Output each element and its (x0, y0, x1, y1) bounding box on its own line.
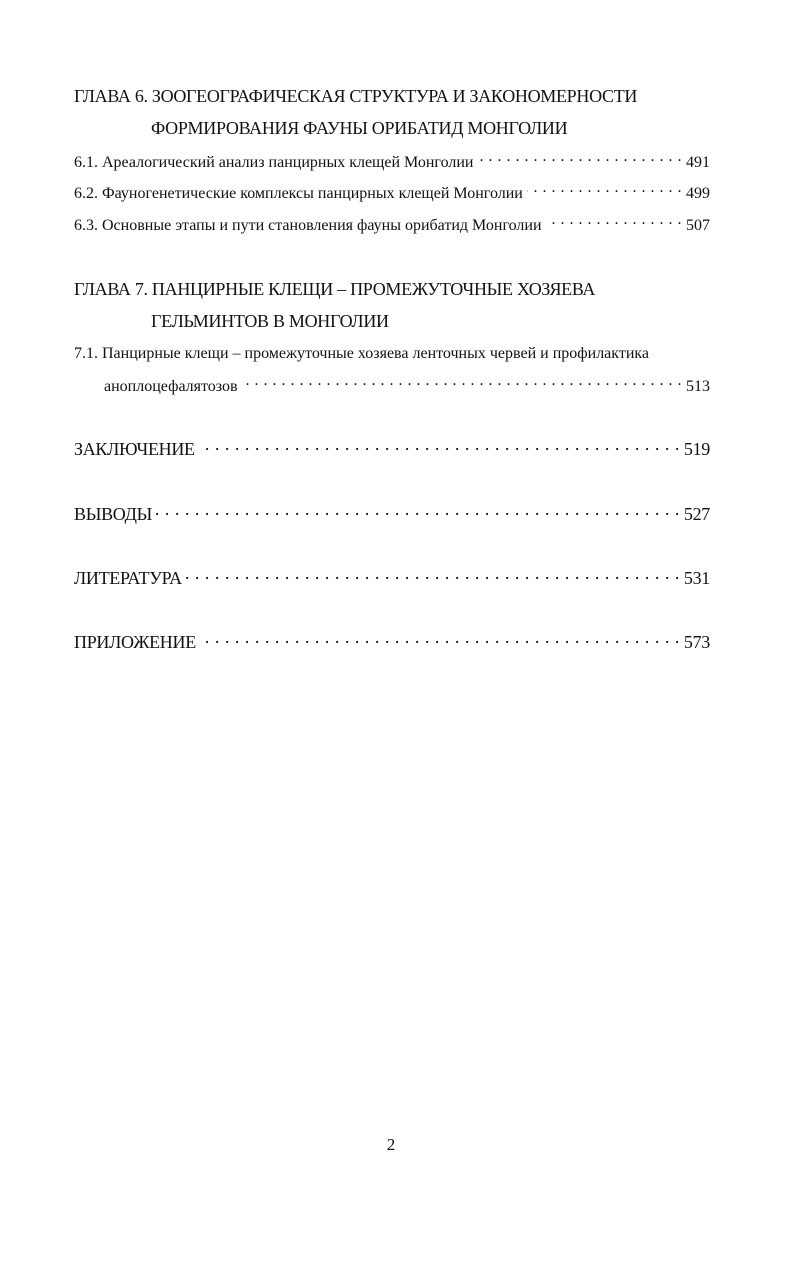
chapter-6-title-line-2: ФОРМИРОВАНИЯ ФАУНЫ ОРИБАТИД МОНГОЛИИ (151, 118, 568, 138)
chapter-7-title-line-1: ГЛАВА 7. ПАНЦИРНЫЕ КЛЕЩИ – ПРОМЕЖУТОЧНЫЕ ХОЗЯЕВА (74, 279, 596, 299)
leader-dots (186, 566, 680, 584)
toc-entry-page: 507 (686, 217, 710, 234)
chapter-6-title-line-1: ГЛАВА 6. ЗООГЕОГРАФИЧЕСКАЯ СТРУКТУРА И ЗАКОНОМЕРНОСТИ (74, 86, 638, 106)
leader-dots (527, 182, 682, 198)
toc-entry-text: ПРИЛОЖЕНИЕ (74, 632, 196, 652)
toc-entry-page: 513 (686, 378, 710, 395)
toc-entry-text: 6.2. Фауногенетические комплексы панцирных клещей Монголии (74, 185, 523, 202)
toc-entry-text: ВЫВОДЫ (74, 504, 152, 524)
toc-entry-7-1-line-1: 7.1. Панцирные клещи – промежуточные хозяева ленточных червей и профилактика (74, 345, 650, 362)
page-number: 2 (386, 1135, 396, 1154)
toc-entry-literature (74, 566, 710, 589)
toc-entry-text: ЛИТЕРАТУРА (74, 568, 182, 588)
chapter-7-title-line-2: ГЕЛЬМИНТОВ В МОНГОЛИИ (151, 311, 389, 331)
leader-dots (242, 375, 682, 391)
leader-dots (546, 214, 683, 230)
toc-entry-text: ЗАКЛЮЧЕНИЕ (74, 439, 195, 459)
leader-dots (156, 502, 680, 520)
leader-dots (477, 151, 682, 167)
toc-entry-6-2 (74, 182, 710, 204)
toc-entry-text: аноплоцефалятозов (104, 378, 238, 395)
toc-entry-text: 6.1. Ареалогический анализ панцирных клещей Монголии (74, 154, 474, 171)
toc-entry-page: 573 (683, 632, 710, 652)
toc-entry-6-1 (74, 151, 710, 173)
toc-entry-conclusion (74, 437, 710, 460)
toc-entry-text: 6.3. Основные этапы и пути становления фауны орибатид Монголии (74, 217, 542, 234)
toc-entry-page: 519 (683, 439, 710, 459)
leader-dots (200, 630, 680, 648)
toc-entry-page: 531 (683, 568, 710, 588)
toc-entry-6-3 (74, 214, 710, 236)
toc-entry-findings (74, 502, 710, 525)
leader-dots (199, 437, 680, 455)
toc-entry-page: 499 (686, 185, 710, 202)
toc-entry-page: 527 (683, 504, 710, 524)
toc-entry-page: 491 (686, 154, 710, 171)
toc-entry-appendix (74, 630, 710, 653)
toc-entry-7-1 (104, 375, 710, 397)
